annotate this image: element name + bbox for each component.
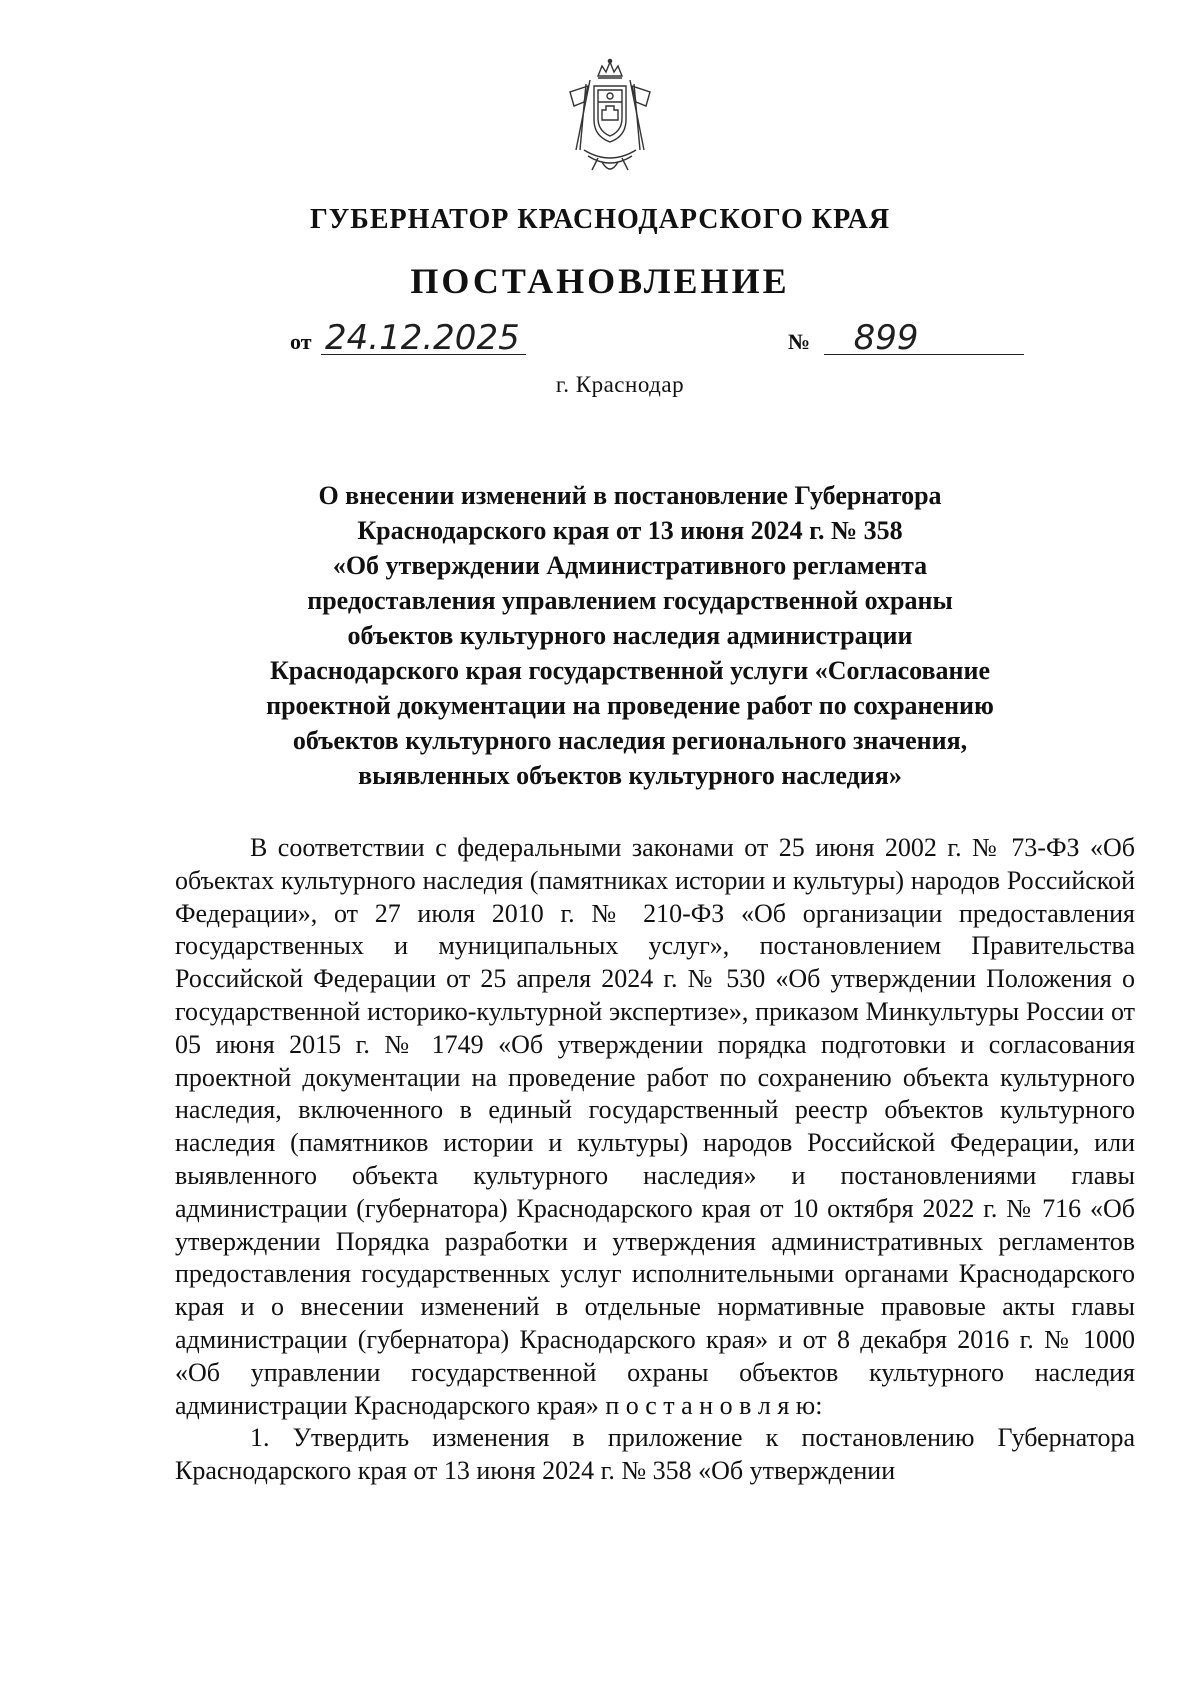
number-field	[788, 318, 1024, 358]
title-line: объектов культурного наследия регионального значения,	[292, 726, 968, 755]
title-line: «Об утверждении Административного регламента	[332, 551, 928, 580]
document-type: ПОСТАНОВЛЕНИЕ	[410, 261, 790, 301]
title-line: выявленных объектов культурного наследия»	[358, 761, 902, 790]
date-handwritten: 24.12.2025	[321, 322, 526, 355]
krasnodar-coat-of-arms-icon	[562, 58, 658, 178]
date-prefix: от	[290, 329, 312, 354]
number-handwritten: 899	[824, 322, 1024, 355]
document-body	[175, 832, 1135, 1488]
number-prefix: №	[788, 329, 811, 354]
issuing-authority: ГУБЕРНАТОР КРАСНОДАРСКОГО КРАЯ	[309, 204, 891, 235]
title-line: Краснодарского края государственной услуги «Согласование	[269, 656, 991, 685]
body-paragraph: В соответствии с федеральными законами от 25 июня 2002 г. № 73-ФЗ «Об объектах культурного наследия (памятниках истории и культуры) народов Российской Федерации», от 27 июля 2010 г. № 210-ФЗ «Об организации предоставления государственных и муниципальных услуг», постановлением Правительства Российской Федерации от 25 апреля 2024 г. № 530 «Об утверждении Положения о государственной историко-культурной экспертизе», приказом Минкультуры России от 05 июня 2015 г. № 1749 «Об утверждении порядка подготовки и согласования проектной документации на проведение работ по сохранению объекта культурного наследия, включенного в единый государственный реестр объектов культурного наследия (памятников истории и культуры) народов Российской Федерации, или выявленного объекта культурного наследия» и постановлениями главы администрации (губернатора) Краснодарского края от 10 октября 2022 г. № 716 «Об утверждении Порядка разработки и утверждения административных регламентов предоставления государственных услуг исполнительными органами Краснодарского края и о внесении изменений в отдельные нормативные правовые акты главы администрации (губернатора) Краснодарского края» и от 8 декабря 2016 г. № 1000 «Об управлении государственной охраны объектов культурного наследия администрации Краснодарского края» п о с т а н о в л я ю:	[175, 833, 1135, 1420]
title-line: О внесении изменений в постановление Губернатора	[318, 481, 942, 510]
date-field	[290, 318, 526, 358]
title-line: объектов культурного наследия администрации	[347, 621, 913, 650]
city-line: г. Краснодар	[555, 372, 685, 397]
title-line: предоставления управлением государственной охраны	[307, 586, 953, 615]
document-title	[230, 478, 1030, 793]
title-line: проектной документации на проведение работ по сохранению	[266, 691, 994, 720]
title-line: Краснодарского края от 13 июня 2024 г. № 358	[357, 516, 903, 545]
body-paragraph: 1. Утвердить изменения в приложение к постановлению Губернатора Краснодарского края от 13 июня 2024 г. № 358 «Об утверждении	[175, 1423, 1135, 1486]
